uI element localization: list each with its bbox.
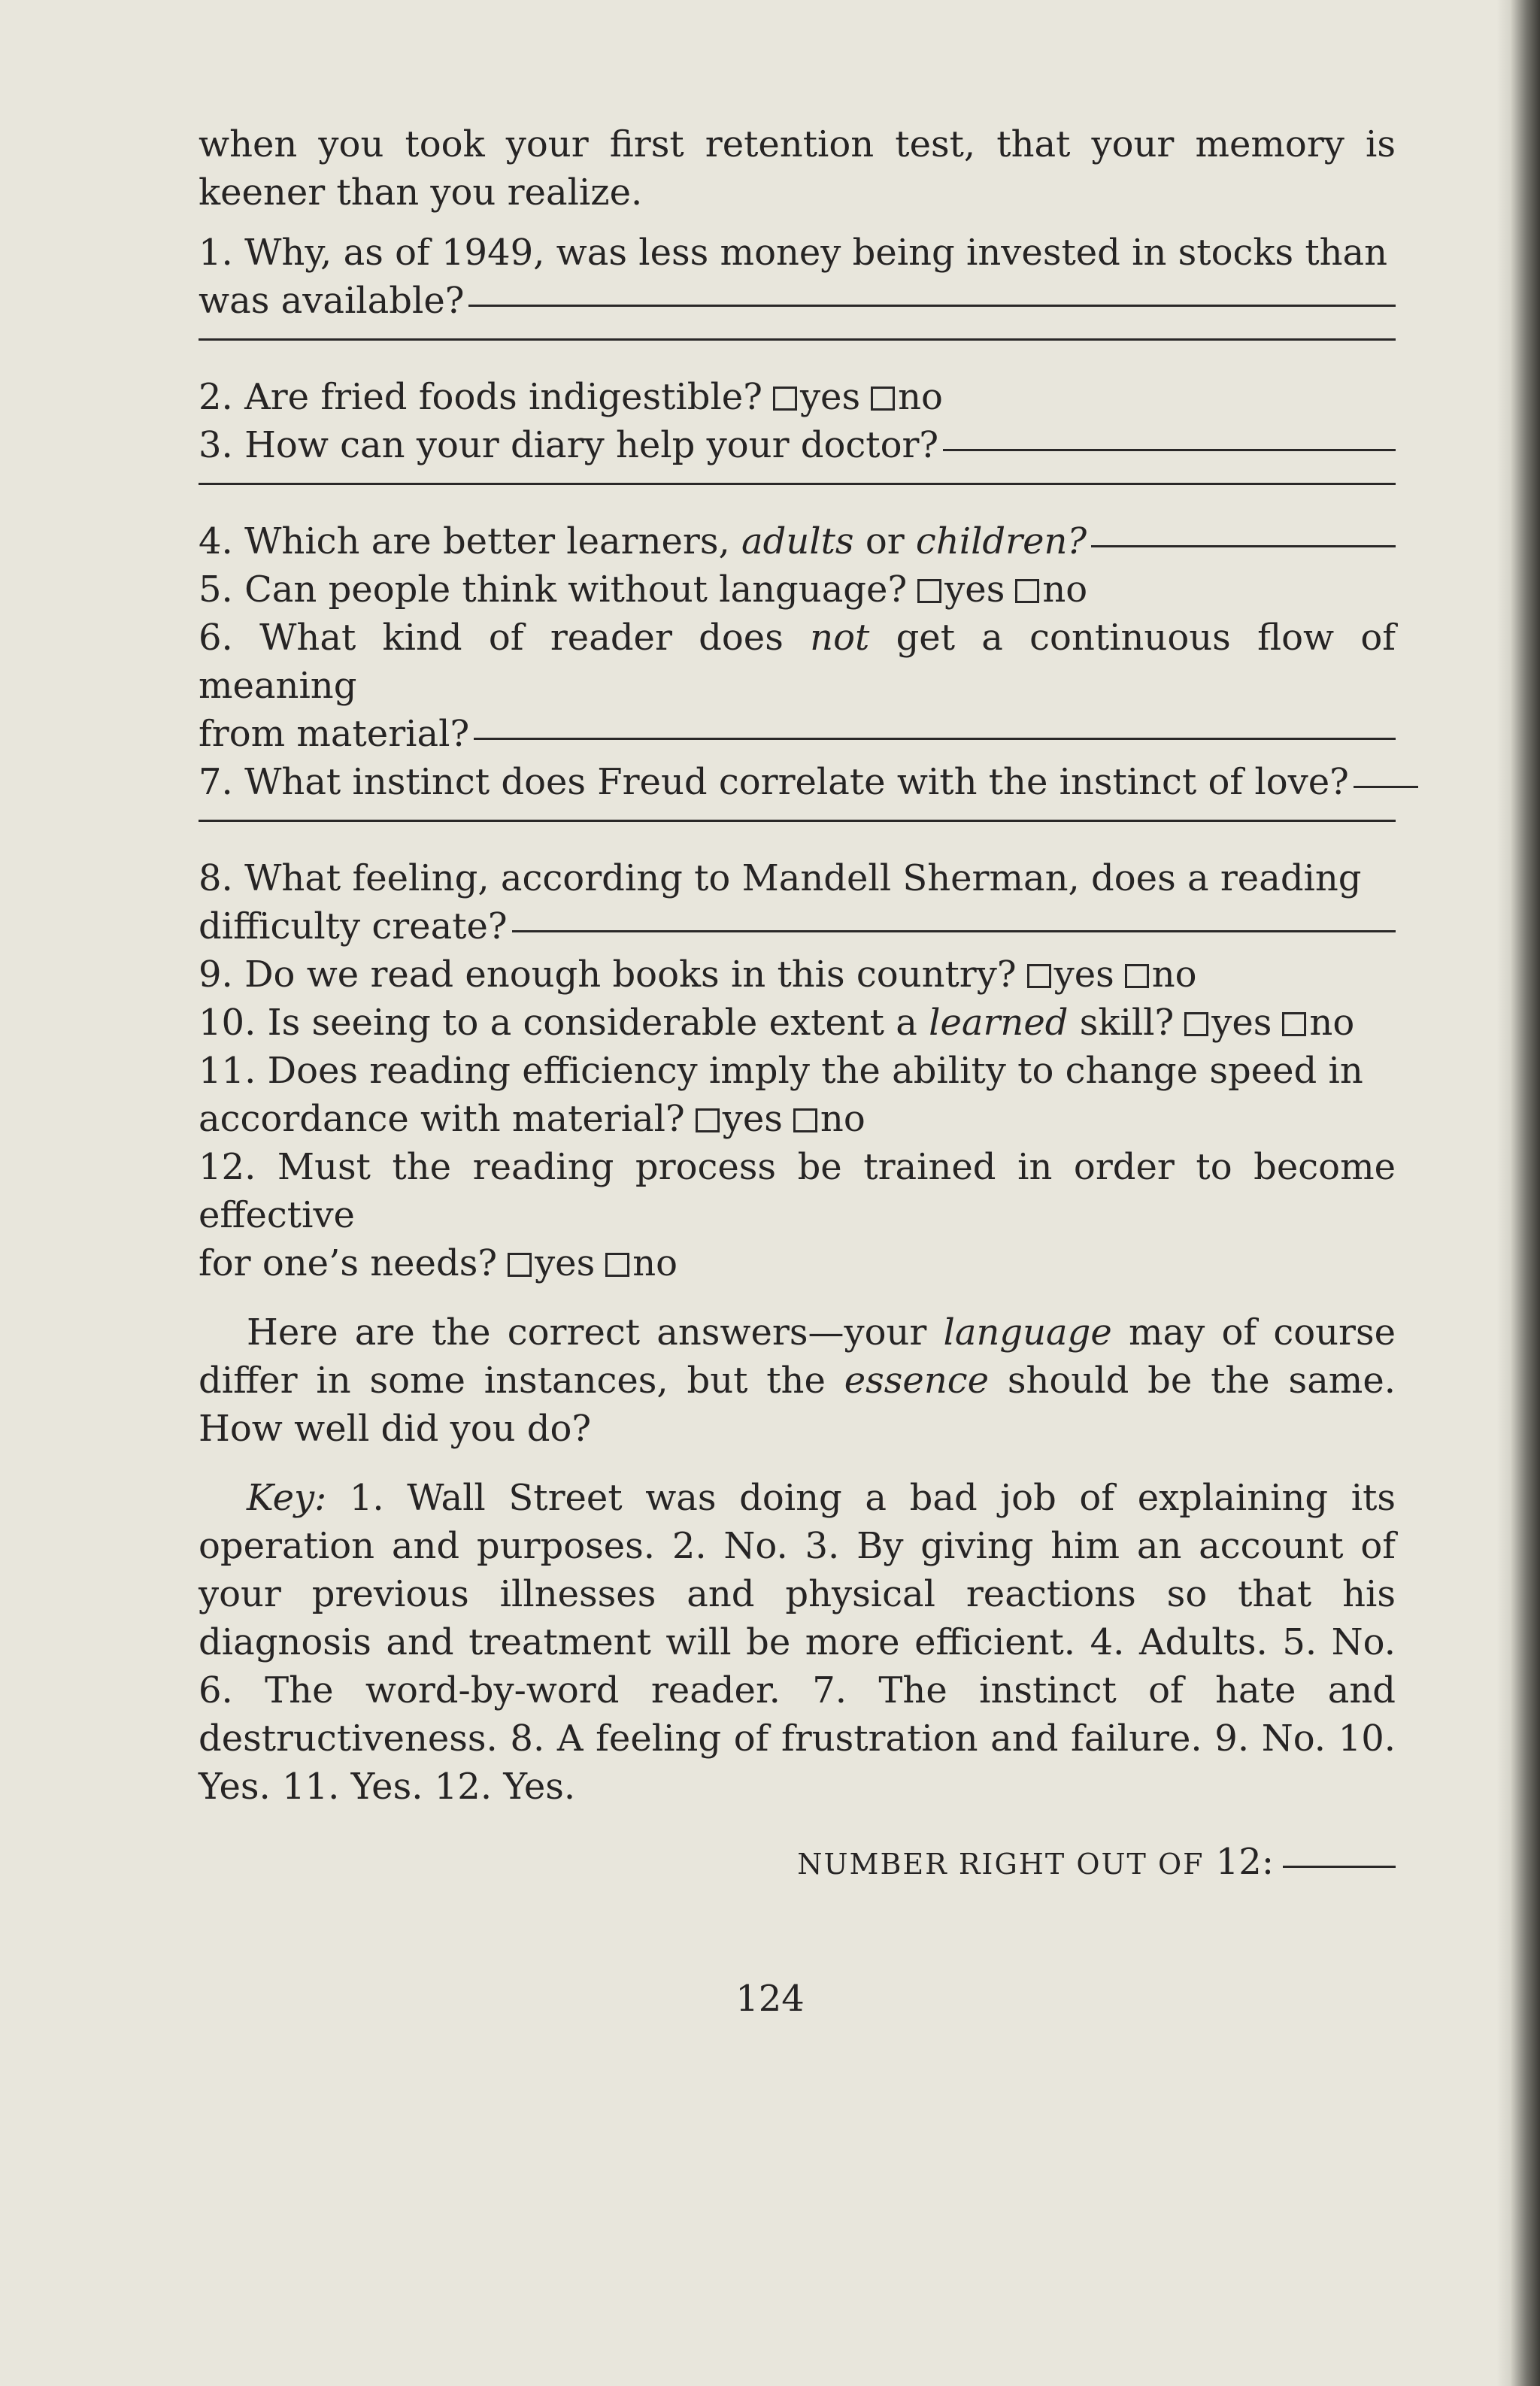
no-checkbox[interactable]	[1015, 579, 1039, 603]
score-total: 12:	[1215, 1841, 1274, 1883]
yes-label: yes	[799, 376, 861, 418]
question-1	[199, 229, 1396, 373]
intro-paragraph: when you took your first retention test, that your memory is keener than you realize.	[199, 123, 1396, 214]
no-checkbox[interactable]	[605, 1253, 629, 1277]
paragraph-text: should be the same. How well did you do?	[199, 1360, 1396, 1450]
yes-checkbox[interactable]	[508, 1253, 532, 1277]
emphasis: essence	[844, 1360, 990, 1402]
question-11	[199, 1047, 1396, 1143]
question-number: 8.	[199, 857, 233, 899]
question-text: from material?	[199, 713, 470, 755]
no-checkbox[interactable]	[1282, 1012, 1306, 1036]
score-line	[199, 1838, 1396, 1888]
question-text: difficulty create?	[199, 905, 508, 947]
question-text: What feeling, according to Mandell Sherman, does a reading	[244, 857, 1362, 899]
question-number: 11.	[199, 1050, 256, 1092]
no-label: no	[1151, 953, 1197, 996]
question-number: 2.	[199, 376, 233, 418]
question-text: Are fried foods indigestible?	[244, 376, 762, 418]
yes-checkbox[interactable]	[1027, 964, 1051, 988]
question-text: skill?	[1079, 1002, 1175, 1044]
no-checkbox[interactable]	[793, 1108, 817, 1132]
question-number: 1.	[199, 232, 233, 274]
paragraph-text: may of course differ in some instances, but the	[199, 1311, 1396, 1402]
answer-line[interactable]	[199, 325, 1396, 373]
yes-checkbox[interactable]	[917, 579, 941, 603]
emphasis: language	[943, 1311, 1112, 1354]
question-number: 3.	[199, 424, 233, 466]
question-text: Does reading efficiency imply the ability to change speed in	[267, 1050, 1363, 1092]
yes-checkbox[interactable]	[696, 1108, 720, 1132]
question-text: accordance with material?	[199, 1098, 685, 1140]
question-number: 10.	[199, 1002, 256, 1044]
question-number: 6.	[199, 617, 233, 659]
answer-key-text: 1. Wall Street was doing a bad job of explaining its operation and purposes. 2. No. 3. By giving him an account of your previous illnesses and physical reactions so that his diagnosis and treatment will be more efficient. 4. Adults. 5. No. 6. The word-by-word reader. 7. The instinct of hate and destructiveness. 8. A feeling of frustration and failure. 9. No. 10. Yes. 11. Yes. 12. Yes.	[199, 1477, 1396, 1808]
answer-line[interactable]	[1091, 544, 1396, 547]
emphasis: learned	[929, 1002, 1069, 1044]
no-checkbox[interactable]	[871, 387, 895, 411]
no-label: no	[1042, 568, 1088, 611]
key-label: Key:	[247, 1477, 327, 1519]
paragraph-text: Here are the correct answers—your	[247, 1311, 927, 1354]
question-number: 4.	[199, 520, 233, 562]
score-label: NUMBER RIGHT OUT OF	[797, 1848, 1205, 1881]
page-number: 124	[735, 1978, 805, 2020]
question-text: Is seeing to a considerable extent a	[267, 1002, 917, 1044]
question-number: 12.	[199, 1146, 256, 1188]
question-number: 9.	[199, 953, 233, 996]
no-label: no	[1309, 1002, 1355, 1044]
question-text: for one’s needs?	[199, 1242, 498, 1284]
emphasis: children?	[915, 520, 1087, 562]
question-4	[199, 517, 1396, 565]
answer-line[interactable]	[512, 929, 1396, 932]
question-5	[199, 565, 1396, 614]
question-text: Must the reading process be trained in order to become effective	[199, 1146, 1396, 1236]
question-text: was available?	[199, 280, 465, 322]
question-text: How can your diary help your doctor?	[244, 424, 939, 466]
question-text: or	[865, 520, 905, 562]
question-text: Why, as of 1949, was less money being invested in stocks than	[244, 232, 1388, 274]
question-text: Can people think without language?	[244, 568, 908, 611]
no-label: no	[898, 376, 943, 418]
emphasis: adults	[741, 520, 854, 562]
question-12	[199, 1143, 1396, 1287]
answer-line[interactable]	[199, 469, 1396, 517]
page-edge	[1510, 0, 1540, 2386]
emphasis: not	[810, 617, 870, 659]
question-7	[199, 758, 1396, 854]
yes-label: yes	[535, 1242, 596, 1284]
question-text: Do we read enough books in this country?	[244, 953, 1017, 996]
yes-label: yes	[722, 1098, 783, 1140]
question-2	[199, 373, 1396, 421]
yes-label: yes	[1053, 953, 1114, 996]
question-text: Which are better learners,	[244, 520, 730, 562]
question-number: 5.	[199, 568, 233, 611]
yes-checkbox[interactable]	[1184, 1012, 1208, 1036]
yes-checkbox[interactable]	[773, 387, 797, 411]
no-checkbox[interactable]	[1125, 964, 1149, 988]
answer-line[interactable]	[1354, 785, 1418, 788]
answer-key-paragraph	[199, 1474, 1396, 1811]
answer-line[interactable]	[468, 304, 1396, 307]
yes-label: yes	[1211, 1002, 1272, 1044]
question-text: What instinct does Freud correlate with the instinct of love?	[244, 761, 1349, 803]
yes-label: yes	[944, 568, 1005, 611]
question-10	[199, 999, 1396, 1047]
question-3	[199, 421, 1396, 517]
question-8	[199, 854, 1396, 950]
question-6	[199, 614, 1396, 758]
question-number: 7.	[199, 761, 233, 803]
question-9	[199, 950, 1396, 999]
score-blank[interactable]	[1283, 1865, 1396, 1868]
question-text: get a continuous flow of meaning	[199, 617, 1396, 707]
answers-intro-paragraph	[199, 1308, 1396, 1453]
question-text: What kind of reader does	[259, 617, 784, 659]
page-body	[199, 120, 1396, 1888]
answer-line[interactable]	[943, 448, 1396, 451]
answer-line[interactable]	[474, 737, 1396, 740]
no-label: no	[632, 1242, 678, 1284]
no-label: no	[820, 1098, 865, 1140]
answer-line[interactable]	[199, 806, 1396, 854]
page-gutter-shadow	[1496, 0, 1510, 2386]
